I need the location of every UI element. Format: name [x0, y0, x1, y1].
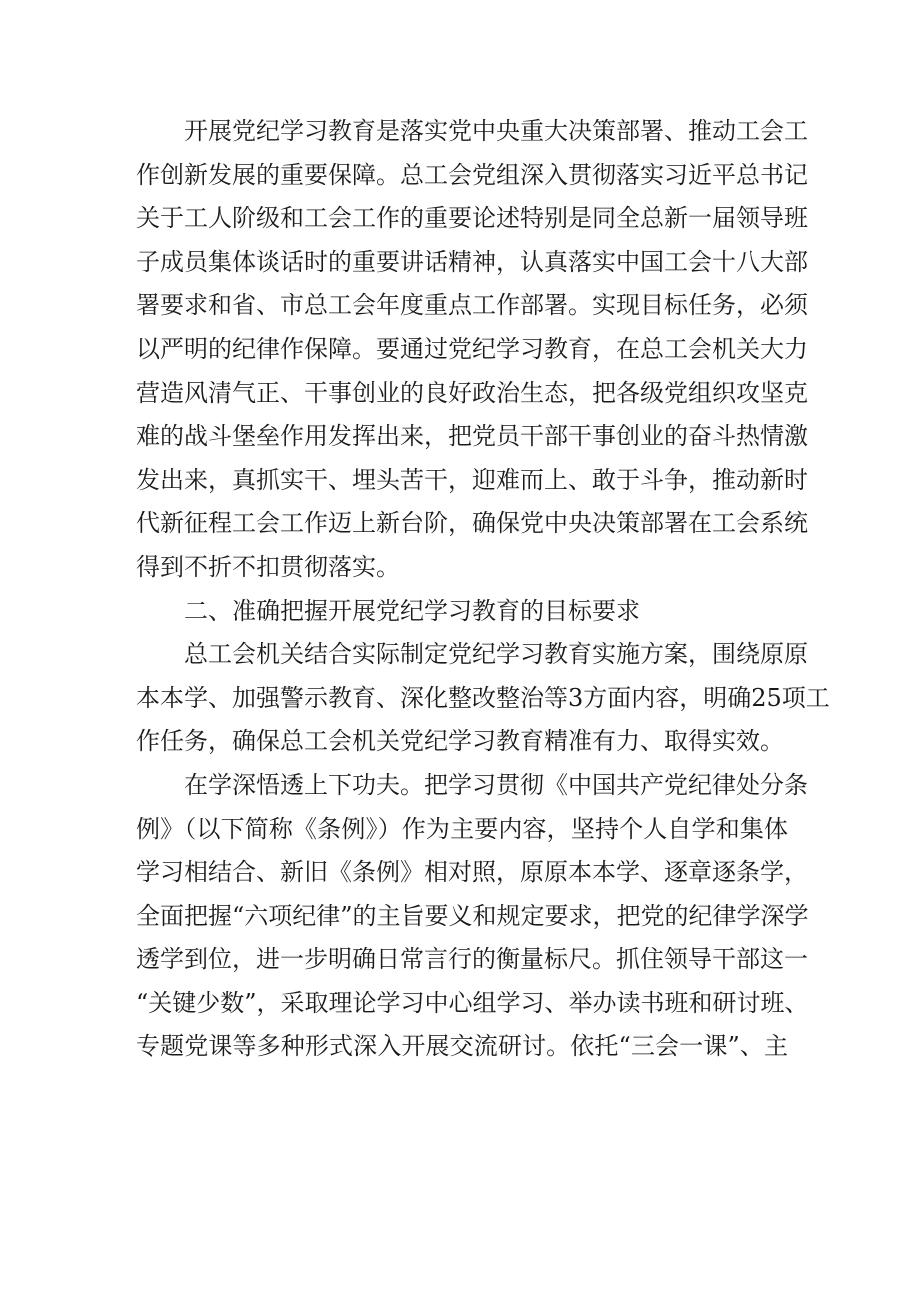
- text-line: 在学深悟透上下功夫。把学习贯彻《中国共产党纪律处分条: [184, 770, 808, 799]
- text-line: 总工会机关结合实际制定党纪学习教育实施方案，围绕原原: [184, 640, 808, 669]
- section-heading-text: 二、准确把握开展党纪学习教育的目标要求: [184, 596, 640, 625]
- paragraph-intro: [136, 110, 808, 590]
- document-body: [136, 110, 830, 1069]
- text-line: 例》（以下简称《条例》）作为主要内容，坚持个人自学和集体: [136, 814, 788, 843]
- text-line: 作创新发展的重要保障。总工会党组深入贯彻落实习近平总书记: [136, 160, 808, 189]
- text-line: 全面把握“六项纪律”的主旨要义和规定要求，把党的纪律学深学: [136, 901, 809, 930]
- text-line: 代新征程工会工作迈上新台阶，确保党中央决策部署在工会系统: [136, 509, 808, 538]
- text-line: 本本学、加强警示教育、深化整改整治等3方面内容，明确25项工: [136, 683, 830, 712]
- text-line: 难的战斗堡垒作用发挥出来，把党员干部干事创业的奋斗热情激: [136, 422, 808, 451]
- text-line: 署要求和省、市总工会年度重点工作部署。实现目标任务，必须: [136, 291, 808, 320]
- text-line: 以严明的纪律作保障。要通过党纪学习教育，在总工会机关大力: [136, 334, 808, 363]
- text-line: “关键少数”，采取理论学习中心组学习、举办读书班和研讨班、: [136, 988, 809, 1017]
- paragraph-study: [136, 764, 809, 1069]
- text-line: 发出来，真抓实干、埋头苦干，迎难而上、敢于斗争，推动新时: [136, 465, 808, 494]
- text-line: 作任务，确保总工会机关党纪学习教育精准有力、取得实效。: [136, 727, 784, 756]
- text-line: 开展党纪学习教育是落实党中央重大决策部署、推动工会工: [184, 117, 808, 145]
- text-line: 营造风清气正、干事创业的良好政治生态，把各级党组织攻坚克: [136, 378, 808, 407]
- text-line: 子成员集体谈话时的重要讲话精神，认真落实中国工会十八大部: [136, 247, 808, 276]
- section-heading: [136, 590, 788, 634]
- text-line: 专题党课等多种形式深入开展交流研讨。依托“三会一课”、主: [136, 1032, 788, 1061]
- paragraph-plan: [136, 633, 830, 764]
- text-line: 关于工人阶级和工会工作的重要论述特别是同全总新一届领导班: [136, 204, 808, 233]
- text-line: 学习相结合、新旧《条例》相对照，原原本本学、逐章逐条学，: [136, 858, 808, 887]
- text-line: 透学到位，进一步明确日常言行的衡量标尺。抓住领导干部这一: [136, 945, 808, 974]
- text-line: 得到不折不扣贯彻落实。: [136, 552, 400, 581]
